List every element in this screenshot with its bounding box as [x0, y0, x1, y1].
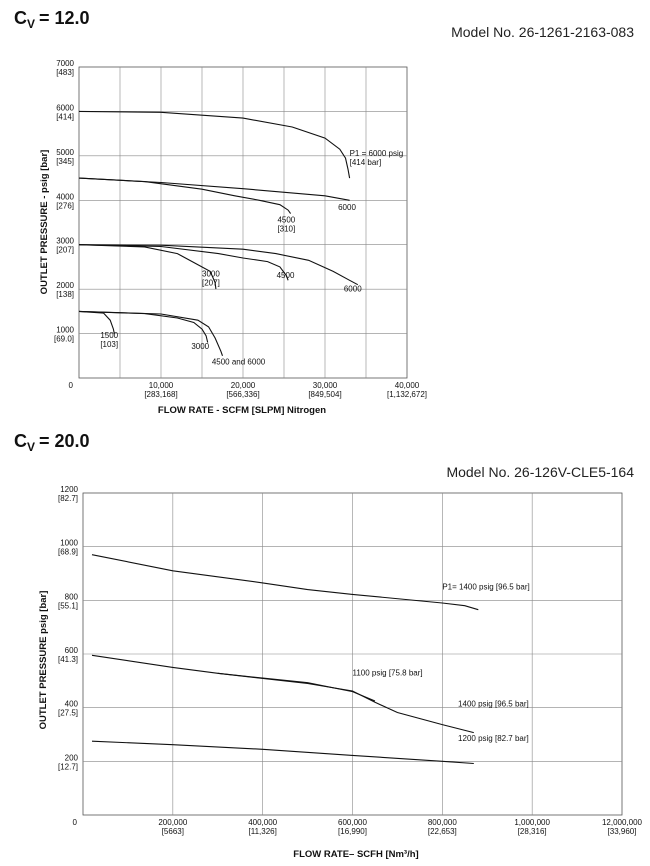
chart2-y-ticks: [58, 485, 79, 771]
y-tick-sublabel: [27.5]: [57, 708, 78, 718]
series-line-8: [79, 311, 208, 342]
y-tick-sublabel: [55.1]: [57, 601, 78, 611]
x-tick-label: 200,000: [158, 818, 188, 827]
y-tick-sublabel: [414]: [56, 112, 74, 122]
y-tick-sublabel: [69.0]: [53, 334, 74, 344]
y-tick-label: 5000: [56, 147, 74, 157]
chart-cv-12: [14, 8, 634, 416]
annotation-label: 4500 and 6000: [211, 357, 266, 367]
series-line-5: [79, 245, 288, 281]
chart1-model-number: Model No. 26-1261-2163-083: [451, 24, 634, 40]
x-tick-sublabel: [566,336]: [226, 390, 260, 399]
series-line-1: [92, 555, 478, 610]
y-tick-label: 7000: [56, 59, 74, 68]
series-line-4: [92, 741, 474, 763]
x-tick-label: 0: [72, 818, 77, 827]
y-tick-sublabel: [483]: [56, 68, 74, 77]
y-tick-label: 1200: [60, 485, 78, 494]
y-tick-label: 800: [64, 592, 78, 602]
chart2-x-ticks: [73, 818, 643, 836]
chart2-grid: [83, 493, 622, 815]
y-tick-label: 200: [64, 753, 78, 763]
chart2-series: [92, 555, 478, 764]
chart2-heading: $C_V = 20.0$: [14, 431, 90, 454]
x-tick-label: 30,000: [312, 381, 338, 390]
y-tick-sublabel: [207]: [56, 245, 74, 255]
y-tick-label: 6000: [56, 103, 74, 113]
chart-cv-20: [14, 431, 643, 860]
x-tick-sublabel: [28,316]: [517, 827, 547, 836]
annotation-label: 1500: [100, 331, 119, 341]
chart1-series: [79, 111, 358, 355]
x-tick-label: 400,000: [248, 818, 278, 827]
annotation-label: [310]: [277, 224, 296, 234]
x-tick-label: 1,000,000: [514, 818, 550, 827]
annotation-label: 3000: [202, 269, 220, 279]
annotation-label: 4500: [277, 215, 296, 225]
y-tick-sublabel: [12.7]: [57, 762, 78, 772]
series-line-2: [79, 178, 350, 200]
x-tick-label: 600,000: [338, 818, 367, 827]
annotation-label: [207]: [202, 278, 220, 288]
chart1-y-ticks: [54, 59, 75, 344]
series-line-3: [79, 178, 291, 214]
chart1-grid: [79, 67, 407, 378]
x-tick-label: 800,000: [427, 818, 457, 827]
chart1-y-axis-label: OUTLET PRESSURE - psig [bar]: [39, 149, 50, 295]
x-tick-sublabel: [1,132,672]: [386, 390, 428, 399]
x-tick-label: 40,000: [394, 381, 420, 390]
annotation-label: P1 = 6000 psig: [349, 148, 404, 158]
x-tick-label: 20,000: [230, 381, 256, 390]
y-tick-label: 4000: [56, 192, 74, 202]
y-tick-label: 2000: [56, 281, 74, 291]
x-tick-sublabel: [11,326]: [248, 827, 277, 836]
chart1-x-ticks: [69, 381, 427, 399]
y-tick-label: 1000: [60, 538, 78, 548]
series-line-2: [92, 655, 474, 732]
chart2-model-number: Model No. 26-126V-CLE5-164: [446, 464, 634, 480]
x-tick-sublabel: [849,504]: [308, 390, 342, 399]
annotation-label: 1200 psig [82.7 bar]: [458, 734, 529, 744]
y-tick-sublabel: [82.7]: [57, 494, 78, 503]
x-tick-label: 0: [68, 381, 73, 390]
x-tick-label: 12,000,000: [601, 818, 643, 827]
x-tick-sublabel: [283,168]: [144, 390, 178, 399]
y-tick-sublabel: [138]: [56, 290, 74, 300]
x-tick-sublabel: [16,990]: [338, 827, 367, 836]
chart2-y-axis-label: OUTLET PRESSURE psig [bar]: [38, 590, 49, 730]
annotation-label: P1= 1400 psig [96.5 bar]: [442, 582, 530, 592]
y-tick-sublabel: [68.9]: [57, 547, 78, 557]
chart1-heading: $C_V = 12.0$: [14, 8, 90, 31]
annotation-label: 1100 psig [75.8 bar]: [352, 668, 423, 678]
y-tick-label: 3000: [56, 236, 74, 246]
annotation-label: 3000: [191, 342, 210, 352]
y-tick-sublabel: [41.3]: [57, 655, 78, 664]
y-tick-sublabel: [276]: [56, 201, 74, 211]
annotation-label: [103]: [100, 340, 119, 350]
annotation-label: 6000: [343, 284, 362, 294]
chart2-annotations: [353, 583, 530, 744]
y-tick-label: 400: [64, 699, 78, 709]
x-tick-sublabel: [33,960]: [607, 827, 637, 836]
x-tick-label: 10,000: [148, 381, 174, 390]
annotation-label: 4500: [276, 271, 295, 281]
y-tick-label: 600: [64, 646, 78, 655]
annotation-label: 1400 psig [96.5 bar]: [458, 699, 529, 709]
x-tick-sublabel: [22,653]: [427, 827, 457, 836]
annotation-label: 6000: [338, 203, 356, 213]
series-line-3: [218, 673, 375, 701]
chart1-x-axis-label: FLOW RATE - SCFM [SLPM] Nitrogen: [157, 405, 327, 416]
y-tick-label: 1000: [56, 325, 74, 335]
x-tick-sublabel: [5663]: [161, 827, 184, 836]
y-tick-sublabel: [345]: [56, 156, 74, 166]
series-line-6: [79, 245, 216, 289]
series-line-1: [79, 111, 350, 178]
annotation-label: [414 bar]: [349, 157, 382, 167]
chart2-x-axis-label: FLOW RATE– SCFH [Nm³/h]: [293, 849, 419, 860]
